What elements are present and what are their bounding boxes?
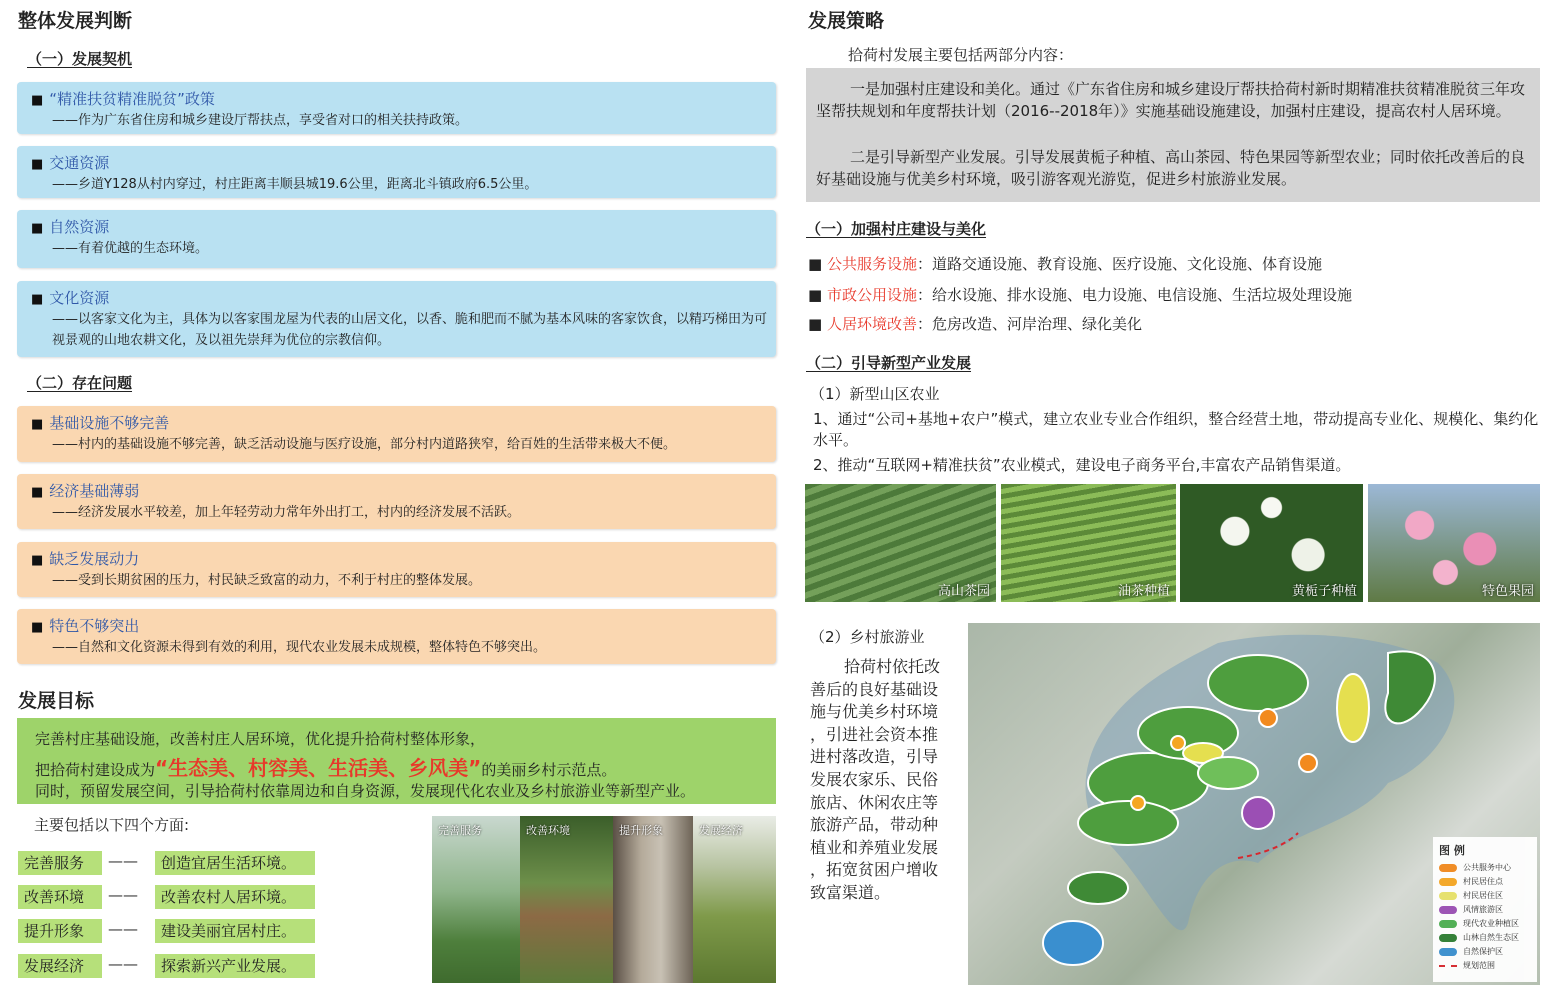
aspect-dash: —— <box>108 886 138 904</box>
section-opportunity: （一）发展契机 <box>27 50 133 68</box>
legend-item: 公共服务中心 <box>1439 861 1519 875</box>
problem-card-features: ■ 特色不够突出 ——自然和文化资源未得到有效的利用，现代农业发展未成规模，整体特色不够突出。 <box>17 609 776 664</box>
legend-item: 自然保护区 <box>1439 945 1519 959</box>
legend-item: 规划范围 <box>1439 959 1519 973</box>
photo-image: 提升形象 <box>613 816 693 983</box>
bullet-municipal: ■ 市政公用设施：给水设施、排水设施、电力设施、电信设施、生活垃圾处理设施 <box>808 286 1352 304</box>
goal-box <box>17 718 776 804</box>
card-desc: ——以客家文化为主，具体为以客家围龙屋为代表的山居文化，以香、脆和肥而不腻为基本风味的客家饮食，以精巧梯田为可视景观的山地农耕文化，及以祖先崇拜为优位的宗教信仰。 <box>52 312 768 348</box>
aspect-dash: —— <box>108 955 138 973</box>
legend-item: 村民居住区 <box>1439 889 1519 903</box>
legend-item: 山林自然生态区 <box>1439 931 1519 945</box>
planning-map <box>968 623 1540 985</box>
legend-list <box>1439 861 1519 973</box>
photo-tea-garden: 高山茶园 <box>805 484 996 602</box>
photo-service: 完善服务 <box>432 816 520 983</box>
legend-item: 现代农业种植区 <box>1439 917 1519 931</box>
sub-agriculture: （1）新型山区农业 <box>810 385 940 403</box>
legend-item: 村民居住点 <box>1439 875 1519 889</box>
section-village-construction: （一）加强村庄建设与美化 <box>806 220 987 238</box>
strategy-p1: 一是加强村庄建设和美化。通过《广东省住房和城乡建设厅帮扶拾荷村新时期精准扶贫精准脱贫三年攻坚帮扶规划和年度帮扶计划（2016--2018年）》实施基础设施建设，加强村庄建设，提高农村人居环境。 <box>816 80 1526 120</box>
opportunity-card-policy: ■ “精准扶贫精准脱贫”政策 ——作为广东省住房和城乡建设厅帮扶点，享受省对口的相关扶持政策。 <box>17 82 776 134</box>
sub-tourism: （2）乡村旅游业 <box>810 628 925 646</box>
card-title: “精准扶贫精准脱贫”政策 <box>49 90 215 108</box>
photo-camellia: 油茶种植 <box>1001 484 1176 602</box>
bullet-public-service: ■ 公共服务设施：道路交通设施、教育设施、医疗设施、文化设施、体育设施 <box>808 255 1322 273</box>
strategy-intro: 拾荷村发展主要包括两部分内容： <box>848 46 1074 64</box>
left-title: 整体发展判断 <box>18 10 133 32</box>
photo-orchard: 特色果园 <box>1368 484 1540 602</box>
tourism-text: 拾荷村依托改 善后的良好基础设 施与优美乡村环境 ，引进社会资本推 进村落改造，引导 发展农家乐、民俗 旅店、休闲农庄等 旅游产品，带动种 植业和养殖业发展 ，拓宽贫困户增收 致富渠道。 <box>810 657 941 902</box>
map-legend <box>1433 837 1537 982</box>
opportunity-card-culture: ■ 文化资源 ——以客家文化为主，具体为以客家围龙屋为代表的山居文化，以香、脆和肥而不腻为基本风味的客家饮食，以精巧梯田为可视景观的山地农耕文化，及以祖先崇拜为优位的宗教信仰。 <box>17 281 776 357</box>
card-title: 特色不够突出 <box>49 617 140 635</box>
card-desc: ——经济发展水平较差，加上年轻劳动力常年外出打工，村内的经济发展不活跃。 <box>52 505 521 520</box>
section-new-industry: （二）引导新型产业发展 <box>806 354 972 372</box>
card-desc: ——受到长期贫困的压力，村民缺乏致富的动力，不利于村庄的整体发展。 <box>52 573 482 588</box>
goal-slogan: “生态美、村容美、生活美、乡风美” <box>155 756 482 780</box>
aspect-desc: 建设美丽宜居村庄。 <box>155 919 315 943</box>
card-desc: ——自然和文化资源未得到有效的利用，现代农业发展未成规模，整体特色不够突出。 <box>52 640 547 655</box>
goal-line-3: 同时，预留发展空间，引导拾荷村依靠周边和自身资源，发展现代化农业及乡村旅游业等新型产业。 <box>35 782 696 800</box>
strategy-p2: 二是引导新型产业发展。引导发展黄栀子种植、高山茶园、特色果园等新型农业；同时依托改善后的良好基础设施与优美乡村环境，吸引游客观光游览，促进乡村旅游业发展。 <box>816 148 1526 188</box>
legend-item: 风情旅游区 <box>1439 903 1519 917</box>
section-problems: （二）存在问题 <box>27 374 133 392</box>
card-title: 交通资源 <box>49 154 110 172</box>
card-desc: ——有着优越的生态环境。 <box>52 241 209 256</box>
photo-environment: 改善环境 <box>520 816 613 983</box>
goal-line-1: 完善村庄基础设施，改善村庄人居环境，优化提升拾荷村整体形象， <box>35 730 486 748</box>
card-title: 缺乏发展动力 <box>49 550 140 568</box>
goal-title: 发展目标 <box>18 690 95 712</box>
strategy-summary-box <box>806 68 1540 202</box>
opportunity-card-nature: ■ 自然资源 ——有着优越的生态环境。 <box>17 210 776 268</box>
aspect-desc: 改善农村人居环境。 <box>155 885 315 909</box>
right-title: 发展策略 <box>808 10 885 32</box>
agriculture-p2: 2、推动“互联网+精准扶贫”农业模式，建设电子商务平台,丰富农产品销售渠道。 <box>813 456 1351 474</box>
photo-economy: 发展经济 <box>693 816 776 983</box>
card-title: 自然资源 <box>49 218 110 236</box>
aspect-dash: —— <box>108 920 138 938</box>
card-title: 文化资源 <box>49 289 110 307</box>
aspects-intro: 主要包括以下四个方面: <box>34 816 190 834</box>
card-desc: ——乡道Y128从村内穿过，村庄距离丰顺县城19.6公里，距离北斗镇政府6.5公里。 <box>52 177 538 192</box>
aspect-name: 完善服务 <box>18 851 102 875</box>
card-title: 基础设施不够完善 <box>49 414 170 432</box>
bullet-living-env: ■ 人居环境改善：危房改造、河岸治理、绿化美化 <box>808 315 1142 333</box>
legend-title: 图 例 <box>1439 844 1465 857</box>
aspect-name: 提升形象 <box>18 919 102 943</box>
goal-line-2: 把拾荷村建设成为“生态美、村容美、生活美、乡风美”的美丽乡村示范点。 <box>35 756 617 780</box>
aspect-name: 发展经济 <box>18 954 102 978</box>
aspect-desc: 创造宜居生活环境。 <box>155 851 315 875</box>
aspect-desc: 探索新兴产业发展。 <box>155 954 315 978</box>
problem-card-motivation: ■ 缺乏发展动力 ——受到长期贫困的压力，村民缺乏致富的动力，不利于村庄的整体发展。 <box>17 542 776 597</box>
aspect-dash: —— <box>108 852 138 870</box>
agriculture-p1: 1、通过“公司+基地+农户”模式，建立农业专业合作组织，整合经营土地，带动提高专业化、规模化、集约化水平。 <box>813 410 1539 449</box>
aspect-name: 改善环境 <box>18 885 102 909</box>
photo-gardenia: 黄栀子种植 <box>1180 484 1363 602</box>
problem-card-economy: ■ 经济基础薄弱 ——经济发展水平较差，加上年轻劳动力常年外出打工，村内的经济发展不活跃。 <box>17 474 776 529</box>
problem-card-infrastructure: ■ 基础设施不够完善 ——村内的基础设施不够完善，缺乏活动设施与医疗设施，部分村内道路狭窄，给百姓的生活带来极大不便。 <box>17 406 776 462</box>
card-desc: ——村内的基础设施不够完善，缺乏活动设施与医疗设施，部分村内道路狭窄，给百姓的生活带来极大不便。 <box>52 437 677 452</box>
card-desc: ——作为广东省住房和城乡建设厅帮扶点，享受省对口的相关扶持政策。 <box>52 113 469 128</box>
card-title: 经济基础薄弱 <box>49 482 140 500</box>
opportunity-card-traffic: ■ 交通资源 ——乡道Y128从村内穿过，村庄距离丰顺县城19.6公里，距离北斗镇政府6.5公里。 <box>17 146 776 198</box>
